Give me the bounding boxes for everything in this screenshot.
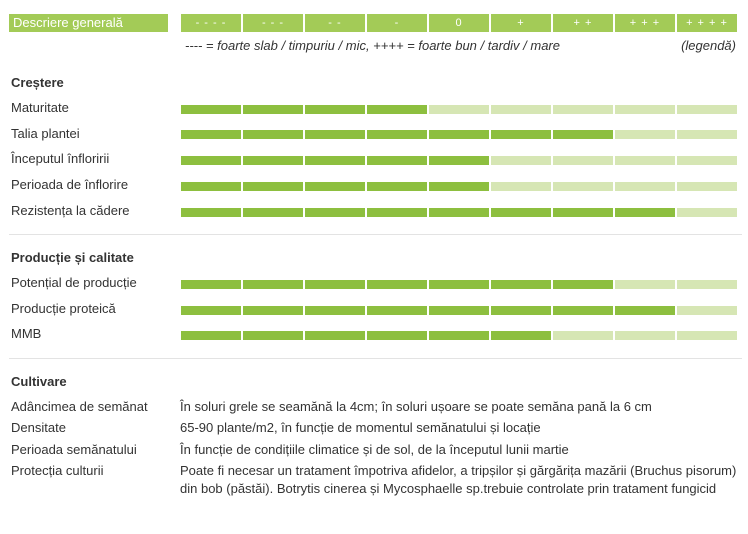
cultivation-value: Poate fi necesar un tratament împotriva afidelor, a tripșilor și gărgărița mazării (Bruchus pisorum) din bob (păstăi). Botrytis cinerea și Mycosphaelle sp.trebuie controlate prin tratament fungicid: [180, 463, 737, 496]
bar-segment-empty: [553, 156, 613, 165]
trait-label: Rezistența la cădere: [11, 203, 130, 218]
bar-segment-filled: [243, 182, 303, 191]
bar-segment-filled: [429, 208, 489, 217]
bar-segment-empty: [429, 105, 489, 114]
bar-segment-filled: [491, 130, 551, 139]
legend-note: (legendă): [681, 38, 736, 53]
bar-segment-filled: [367, 280, 427, 289]
bar-segment-empty: [677, 130, 737, 139]
bar-segment-filled: [243, 130, 303, 139]
bar-segment-filled: [243, 156, 303, 165]
bar-segment-filled: [553, 130, 613, 139]
bar-segment-filled: [305, 130, 365, 139]
section-divider: [9, 358, 742, 359]
cultivation-value: În funcție de condițiile climatice și de sol, de la începutul lunii martie: [180, 442, 569, 457]
bar-segment-empty: [615, 280, 675, 289]
bar-segment-filled: [243, 208, 303, 217]
bar-segment-filled: [181, 306, 241, 315]
bar-segment-filled: [491, 280, 551, 289]
bar-segment-filled: [367, 306, 427, 315]
trait-label: Începutul înfloririi: [11, 151, 110, 166]
bar-segment-filled: [367, 331, 427, 340]
bar-segment-filled: [367, 105, 427, 114]
bar-segment-empty: [677, 156, 737, 165]
bar-segment-filled: [553, 280, 613, 289]
bar-segment-filled: [305, 182, 365, 191]
bar-segment-filled: [429, 156, 489, 165]
cultivation-label: Protecția culturii: [11, 463, 104, 478]
bar-segment-filled: [615, 208, 675, 217]
bar-segment-filled: [429, 130, 489, 139]
bar-segment-filled: [367, 156, 427, 165]
scale-cell: - -: [305, 14, 365, 32]
section-title-growth: Creștere: [11, 75, 64, 90]
bar-segment-empty: [615, 182, 675, 191]
bar-segment-filled: [367, 130, 427, 139]
bar-segment-empty: [553, 105, 613, 114]
bar-segment-filled: [305, 208, 365, 217]
trait-label: Potențial de producție: [11, 275, 137, 290]
trait-label: Producție proteică: [11, 301, 116, 316]
bar-segment-filled: [243, 331, 303, 340]
legend-text: ---- = foarte slab / timpuriu / mic, ++++ = foarte bun / tardiv / mare: [185, 38, 560, 53]
bar-segment-filled: [305, 280, 365, 289]
bar-segment-filled: [367, 182, 427, 191]
bar-segment-filled: [243, 306, 303, 315]
bar-segment-filled: [429, 306, 489, 315]
bar-segment-filled: [429, 331, 489, 340]
bar-segment-empty: [491, 156, 551, 165]
rating-scale: [181, 14, 737, 32]
bar-segment-empty: [615, 156, 675, 165]
bar-segment-filled: [491, 331, 551, 340]
general-description-header: Descriere generală: [9, 14, 168, 32]
bar-segment-filled: [305, 331, 365, 340]
rating-bar: [181, 105, 737, 114]
bar-segment-empty: [615, 105, 675, 114]
trait-label: Maturitate: [11, 100, 69, 115]
cultivation-label: Adâncimea de semănat: [11, 399, 148, 414]
bar-segment-empty: [553, 182, 613, 191]
bar-segment-filled: [181, 156, 241, 165]
bar-segment-filled: [553, 306, 613, 315]
bar-segment-empty: [677, 182, 737, 191]
bar-segment-filled: [491, 306, 551, 315]
bar-segment-empty: [677, 331, 737, 340]
rating-bar: [181, 331, 737, 340]
section-title-production: Producție și calitate: [11, 250, 134, 265]
cultivation-label: Perioada semănatului: [11, 442, 137, 457]
section-title-cultivation: Cultivare: [11, 374, 67, 389]
scale-cell: - - -: [243, 14, 303, 32]
cultivation-value: În soluri grele se seamănă la 4cm; în soluri ușoare se poate semăna pană la 6 cm: [180, 399, 652, 414]
bar-segment-empty: [615, 331, 675, 340]
bar-segment-filled: [305, 105, 365, 114]
bar-segment-filled: [181, 182, 241, 191]
bar-segment-filled: [305, 156, 365, 165]
scale-cell: 0: [429, 14, 489, 32]
bar-segment-empty: [553, 331, 613, 340]
bar-segment-empty: [677, 280, 737, 289]
bar-segment-filled: [429, 280, 489, 289]
bar-segment-filled: [305, 306, 365, 315]
trait-label: Talia plantei: [11, 126, 80, 141]
rating-bar: [181, 130, 737, 139]
scale-cell: +: [491, 14, 551, 32]
rating-bar: [181, 306, 737, 315]
bar-segment-filled: [491, 208, 551, 217]
trait-label: Perioada de înflorire: [11, 177, 129, 192]
bar-segment-filled: [553, 208, 613, 217]
bar-segment-filled: [243, 280, 303, 289]
bar-segment-filled: [243, 105, 303, 114]
bar-segment-filled: [429, 182, 489, 191]
bar-segment-empty: [615, 130, 675, 139]
rating-bar: [181, 156, 737, 165]
bar-segment-filled: [181, 130, 241, 139]
scale-cell: -: [367, 14, 427, 32]
bar-segment-filled: [181, 208, 241, 217]
bar-segment-empty: [677, 105, 737, 114]
bar-segment-filled: [181, 105, 241, 114]
rating-bar: [181, 280, 737, 289]
bar-segment-filled: [181, 280, 241, 289]
scale-cell: - - - -: [181, 14, 241, 32]
bar-segment-empty: [677, 208, 737, 217]
bar-segment-empty: [491, 105, 551, 114]
bar-segment-filled: [615, 306, 675, 315]
scale-cell: + + + +: [677, 14, 737, 32]
trait-label: MMB: [11, 326, 42, 341]
rating-bar: [181, 182, 737, 191]
bar-segment-empty: [491, 182, 551, 191]
section-divider: [9, 234, 742, 235]
rating-bar: [181, 208, 737, 217]
cultivation-label: Densitate: [11, 420, 66, 435]
cultivation-value: 65-90 plante/m2, în funcție de momentul semănatului și locație: [180, 420, 541, 435]
bar-segment-filled: [181, 331, 241, 340]
bar-segment-filled: [367, 208, 427, 217]
bar-segment-empty: [677, 306, 737, 315]
scale-cell: + + +: [615, 14, 675, 32]
scale-cell: + +: [553, 14, 613, 32]
